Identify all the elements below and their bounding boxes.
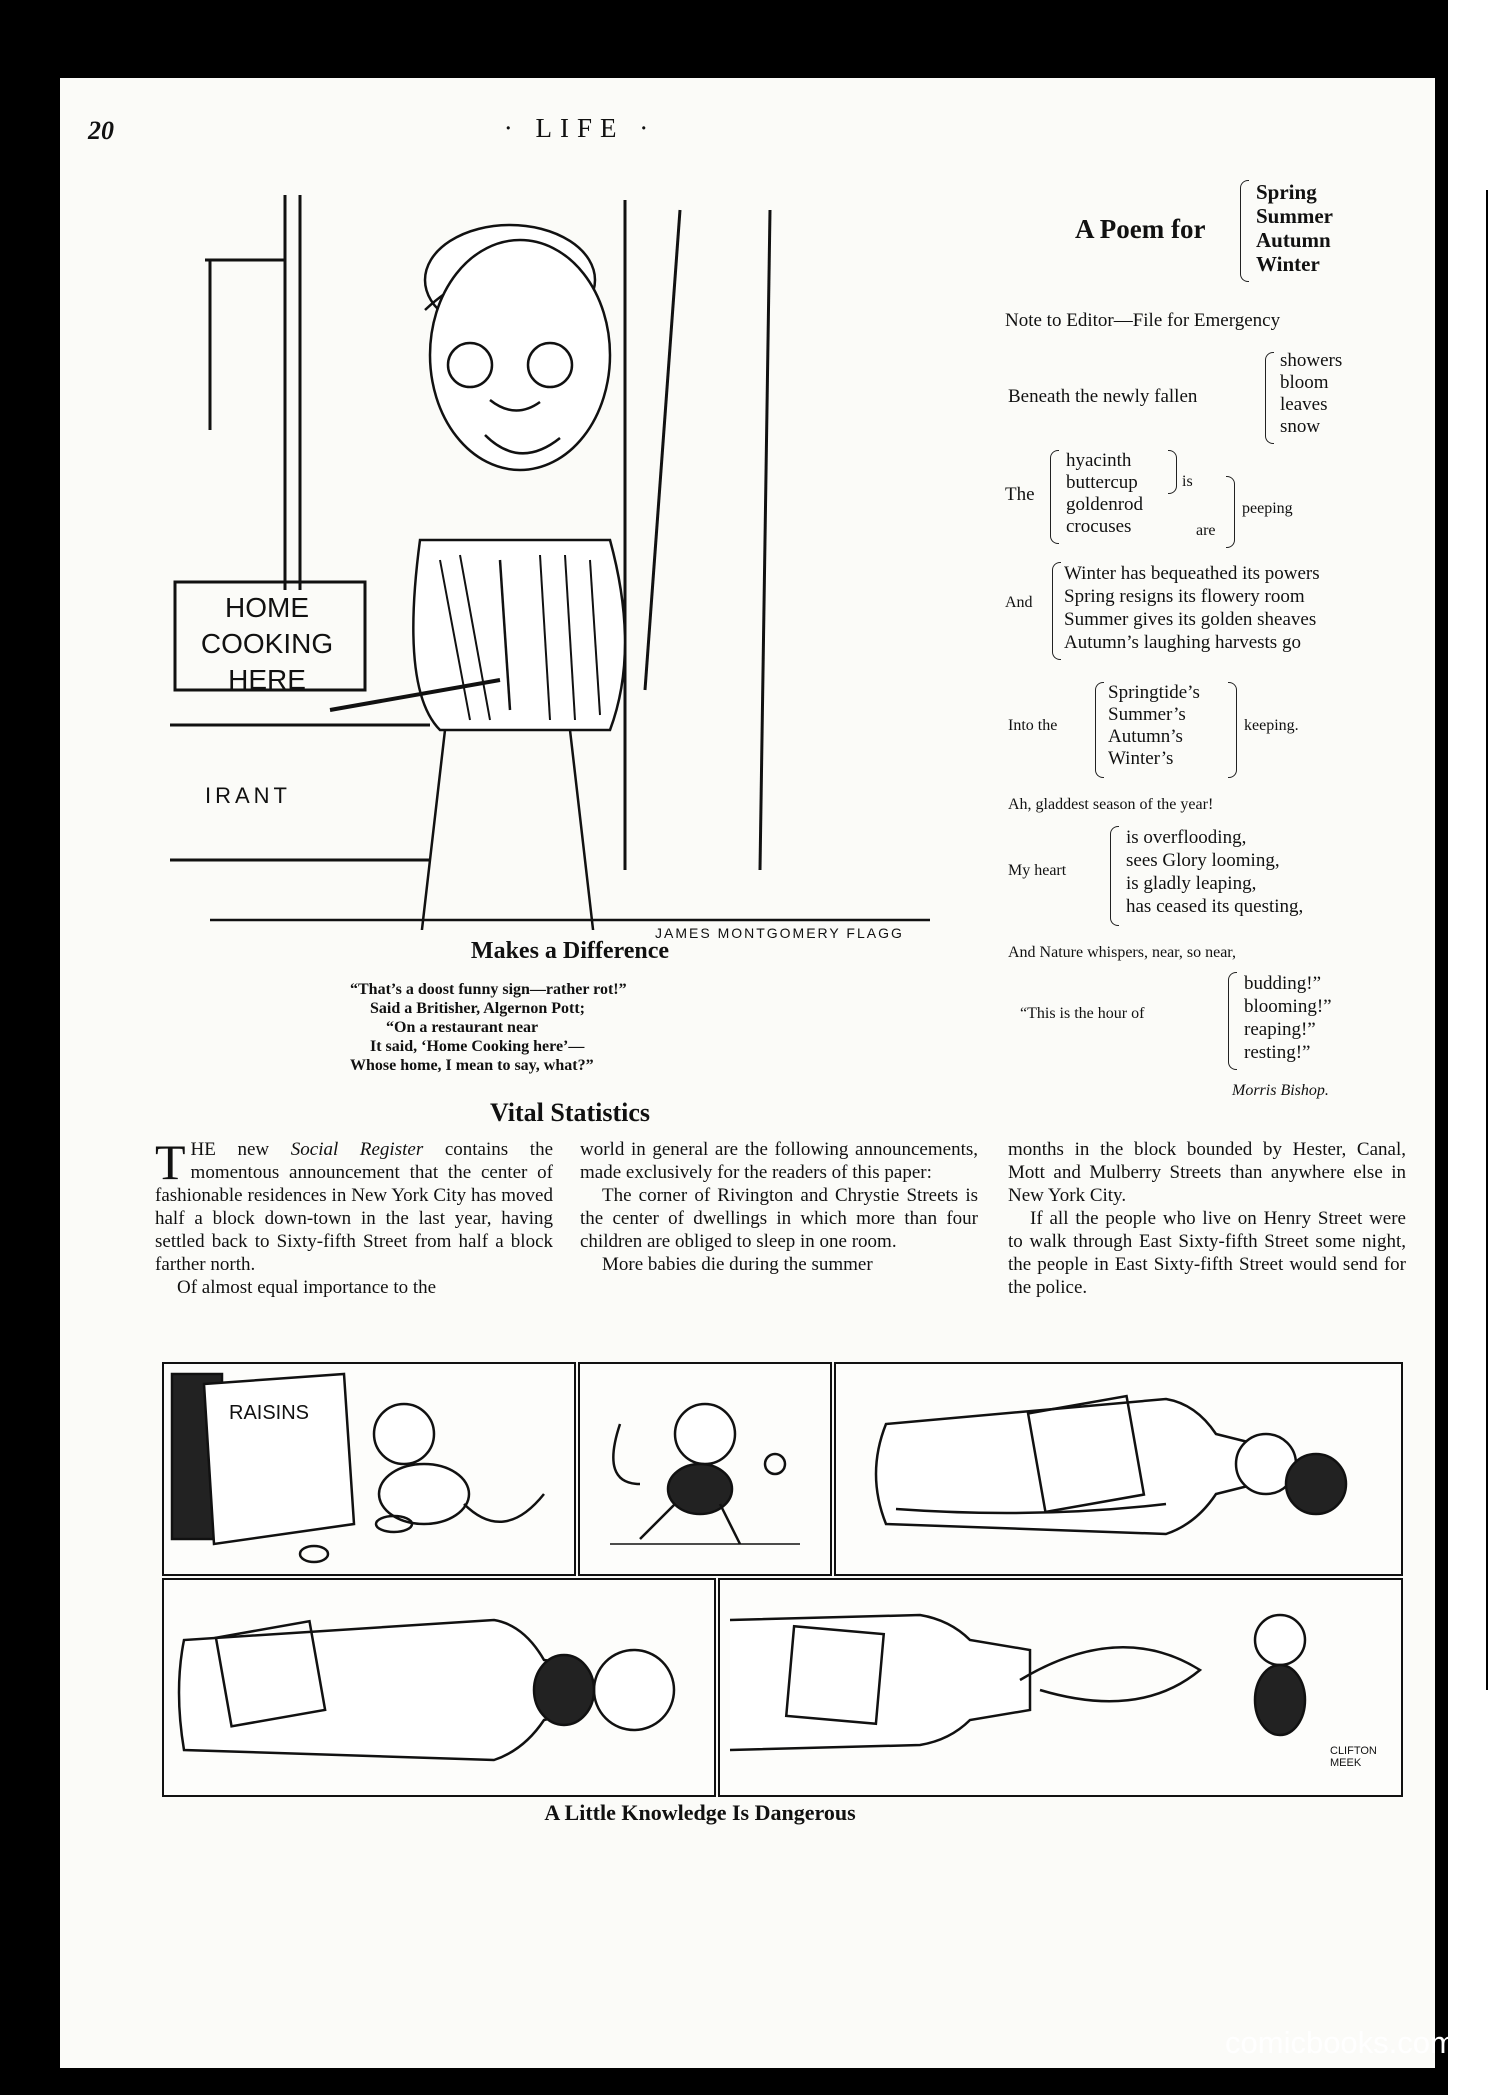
drop-cap: T bbox=[155, 1134, 186, 1190]
option: hyacinth bbox=[1066, 450, 1132, 471]
comic-panel-3 bbox=[834, 1362, 1403, 1576]
stanza4-options bbox=[1108, 682, 1200, 770]
stanza5-options bbox=[1126, 826, 1303, 918]
comic-panel-5 bbox=[718, 1578, 1403, 1797]
poem-author: Morris Bishop. bbox=[1232, 1082, 1329, 1099]
poem-line-nature: And Nature whispers, near, so near, bbox=[1008, 944, 1236, 961]
stanza1-options bbox=[1280, 350, 1342, 438]
option: Springtide’s bbox=[1108, 682, 1200, 703]
raisins-box-text: RAISINS bbox=[229, 1402, 310, 1424]
facing-page-edge bbox=[1438, 0, 1500, 2095]
option: Winter has bequeathed its powers bbox=[1064, 563, 1320, 584]
season: Summer bbox=[1256, 204, 1333, 228]
stanza2-is: is bbox=[1182, 473, 1193, 490]
option: Autumn’s laughing harvests go bbox=[1064, 632, 1301, 653]
brace bbox=[1095, 682, 1104, 778]
option: Summer gives its golden sheaves bbox=[1064, 609, 1317, 630]
strip-caption: A Little Knowledge Is Dangerous bbox=[544, 1800, 856, 1825]
comic-panel-4 bbox=[162, 1578, 716, 1797]
brace bbox=[1226, 476, 1235, 548]
article-column-3 bbox=[1008, 1138, 1406, 1299]
verse-line: It said, ‘Home Cooking here’— bbox=[370, 1038, 585, 1055]
brace bbox=[1052, 562, 1061, 660]
awning-text: IRANT bbox=[205, 783, 291, 808]
option: Winter’s bbox=[1108, 748, 1174, 769]
cartoon-caption-verse bbox=[330, 980, 627, 1075]
brace bbox=[1050, 450, 1059, 544]
col3-paragraph-2: If all the people who live on Henry Street were to walk through East Sixty-fifth Street some night, the people in East Sixty-fifth Street would send for the police. bbox=[1008, 1208, 1406, 1298]
brace bbox=[1240, 180, 1249, 282]
season: Spring bbox=[1256, 180, 1317, 204]
artist-signature: JAMES MONTGOMERY FLAGG bbox=[655, 925, 904, 941]
option: showers bbox=[1280, 350, 1343, 371]
stanza3-options bbox=[1064, 562, 1320, 654]
brace bbox=[1168, 450, 1177, 494]
stanza3-lead: And bbox=[1005, 594, 1033, 611]
brace bbox=[1228, 972, 1237, 1070]
stanza2-options bbox=[1066, 450, 1143, 538]
option: sees Glory looming, bbox=[1126, 850, 1280, 871]
brace bbox=[1110, 826, 1119, 926]
option: budding!” bbox=[1244, 973, 1322, 994]
option: snow bbox=[1280, 416, 1321, 437]
option: blooming!” bbox=[1244, 996, 1332, 1017]
home-cooking-sign bbox=[182, 590, 352, 698]
comic-panel-1 bbox=[162, 1362, 576, 1576]
col1-text-a: HE new bbox=[190, 1139, 291, 1160]
season: Winter bbox=[1256, 252, 1320, 276]
col3-paragraph-1: months in the block bounded by Hester, Canal, Mott and Mulberry Streets than anywhere else in New York City. bbox=[1008, 1139, 1406, 1206]
col2-paragraph-1: world in general are the following announcements, made exclusively for the readers of this paper: bbox=[580, 1139, 978, 1183]
option: Autumn’s bbox=[1108, 726, 1183, 747]
running-head: · LIFE · bbox=[503, 113, 657, 143]
season: Autumn bbox=[1256, 228, 1331, 252]
sign-line-1: HOME bbox=[225, 592, 309, 623]
stanza1-lead: Beneath the newly fallen bbox=[1008, 386, 1198, 407]
flagg-cartoon-illustration bbox=[170, 170, 945, 930]
poem-note: Note to Editor—File for Emergency bbox=[1005, 310, 1281, 331]
option: buttercup bbox=[1066, 472, 1138, 493]
brace bbox=[1265, 352, 1274, 444]
verse-line: “That’s a doost funny sign—rather rot!” bbox=[350, 981, 627, 998]
option: goldenrod bbox=[1066, 494, 1144, 515]
poem-title-seasons bbox=[1256, 180, 1333, 276]
stanza6-options bbox=[1244, 972, 1332, 1064]
option: Summer’s bbox=[1108, 704, 1186, 725]
stanza4-lead: Into the bbox=[1008, 717, 1058, 734]
comic-panel-2 bbox=[578, 1362, 832, 1576]
col1-text-em: Social Register bbox=[290, 1139, 424, 1160]
poem-title: A Poem for bbox=[1075, 214, 1206, 244]
poem-line-gladdest: Ah, gladdest season of the year! bbox=[1008, 796, 1214, 813]
option: bloom bbox=[1280, 372, 1329, 393]
col2-paragraph-2: The corner of Rivington and Chrystie Streets is the center of dwellings in which more than four children are obliged to sleep in one room. bbox=[580, 1185, 978, 1252]
col1-text-b: contains the momentous announcement that the center of fashionable residences in New York City has moved half a block down-town in the last year, having settled back to Sixty-fifth Street from half a block farther north. bbox=[155, 1139, 553, 1275]
stanza4-tail: keeping. bbox=[1244, 717, 1299, 734]
cartoon-caption-title: Makes a Difference bbox=[470, 938, 670, 964]
stanza2-tail: peeping bbox=[1242, 500, 1293, 517]
stanza2-are: are bbox=[1196, 522, 1216, 539]
sign-line-3: HERE bbox=[228, 664, 306, 695]
option: is overflooding, bbox=[1126, 827, 1247, 848]
option: has ceased its questing, bbox=[1126, 896, 1304, 917]
option: reaping!” bbox=[1244, 1019, 1316, 1040]
option: is gladly leaping, bbox=[1126, 873, 1257, 894]
page-number: 20 bbox=[88, 116, 114, 145]
verse-line: “On a restaurant near bbox=[386, 1019, 539, 1036]
option: Spring resigns its flowery room bbox=[1064, 586, 1305, 607]
sign-line-2: COOKING bbox=[200, 628, 334, 659]
col1-paragraph-2: Of almost equal importance to the bbox=[177, 1277, 437, 1298]
article-column-2 bbox=[580, 1138, 978, 1276]
col2-paragraph-3: More babies die during the summer bbox=[602, 1254, 873, 1275]
option: crocuses bbox=[1066, 516, 1132, 537]
watermark: comicbooks.com bbox=[1225, 2025, 1456, 2060]
stanza6-lead: “This is the hour of bbox=[1020, 1005, 1145, 1022]
brace bbox=[1228, 682, 1237, 778]
verse-line: Said a Britisher, Algernon Pott; bbox=[370, 1000, 585, 1017]
option: leaves bbox=[1280, 394, 1328, 415]
strip-signature: CLIFTON MEEK bbox=[1330, 1745, 1377, 1769]
stanza5-lead: My heart bbox=[1008, 862, 1067, 879]
option: resting!” bbox=[1244, 1042, 1311, 1063]
article-title: Vital Statistics bbox=[489, 1098, 651, 1127]
stanza2-lead: The bbox=[1005, 484, 1035, 505]
verse-line: Whose home, I mean to say, what?” bbox=[350, 1057, 594, 1074]
article-column-1 bbox=[155, 1134, 553, 1299]
